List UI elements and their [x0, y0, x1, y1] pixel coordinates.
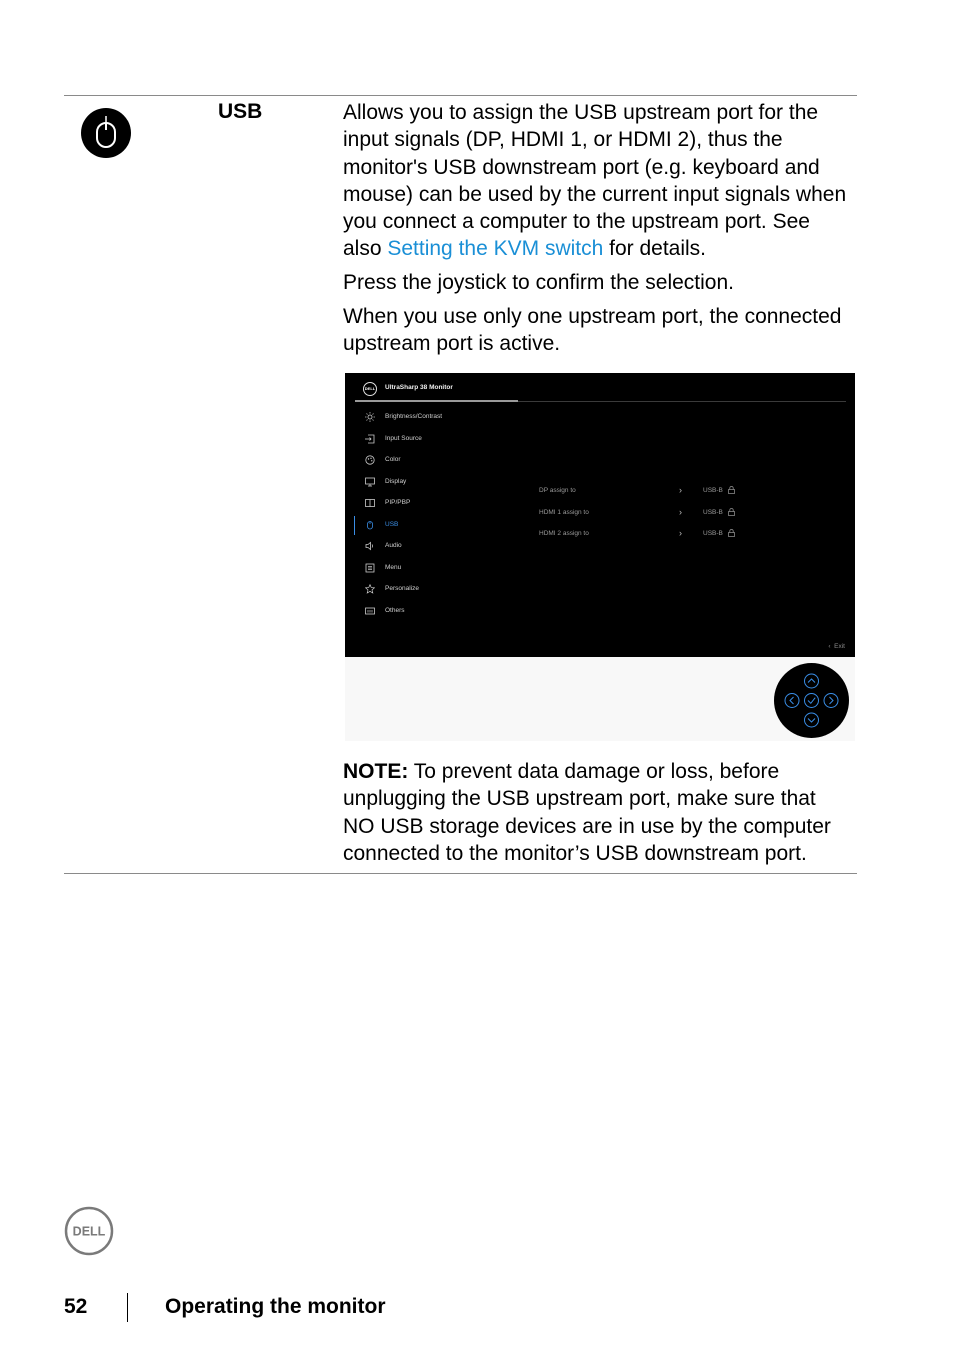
osd-exit-label: Exit: [834, 643, 845, 650]
osd-row-value: USB-B: [703, 487, 723, 494]
osd-exit[interactable]: [828, 643, 845, 650]
page-number: 52: [64, 1295, 88, 1318]
osd-menu-item-others[interactable]: [345, 601, 525, 623]
table-bottom-rule: [64, 873, 857, 874]
speaker-icon: [365, 541, 375, 551]
osd-menu-label: Personalize: [385, 585, 419, 592]
footer-title: Operating the monitor: [165, 1295, 386, 1318]
osd-menu-item-input-source[interactable]: [345, 429, 525, 451]
osd-menu-item-display[interactable]: [345, 472, 525, 494]
osd-menu-label: Brightness/Contrast: [385, 413, 443, 420]
osd-menu-item-menu[interactable]: [345, 558, 525, 580]
section-title: USB: [218, 100, 263, 123]
table-top-rule: [64, 95, 857, 96]
single-port-text: When you use only one upstream port, the connected upstream port is active.: [343, 305, 842, 356]
osd-menu-item-personalize[interactable]: [345, 579, 525, 601]
color-icon: [365, 455, 375, 465]
osd-menu-label: Others: [385, 606, 405, 614]
chevron-right-icon: ›: [679, 485, 682, 495]
dell-logo: [64, 1206, 114, 1256]
osd-row-label: HDMI 1 assign to: [539, 508, 589, 516]
input-source-icon: [365, 434, 375, 444]
chevron-left-icon: ‹: [828, 643, 831, 650]
brightness-icon: [365, 412, 375, 422]
others-icon: [365, 606, 375, 616]
mouse-icon: [81, 108, 131, 158]
osd-row-label: HDMI 2 assign to: [539, 530, 589, 537]
star-icon: [365, 584, 375, 594]
lock-icon: [728, 529, 735, 537]
osd-divider: [518, 401, 846, 402]
osd-row-dp[interactable]: [539, 481, 839, 503]
osd-title-underline: [355, 400, 518, 402]
osd-dell-logo: DELL: [363, 382, 377, 396]
osd-row-hdmi1[interactable]: [539, 503, 839, 525]
lock-icon: [728, 486, 735, 494]
osd-menu-label: USB: [385, 520, 399, 528]
osd-menu-label: PIP/PBP: [385, 499, 411, 506]
osd-row-label: DP assign to: [539, 487, 576, 494]
osd-menu-label: Audio: [385, 542, 402, 549]
note-text: To prevent data damage or loss, before unplugging the USB upstream port, make sure that NO USB storage devices are in use by the computer connected to the monitor’s USB downstream port.: [343, 760, 831, 865]
mouse-icon: [365, 520, 375, 530]
osd-menu-item-audio[interactable]: [345, 536, 525, 558]
joystick-icon: [774, 663, 849, 738]
pip-pbp-icon: [365, 498, 375, 508]
kvm-switch-link[interactable]: Setting the KVM switch: [387, 237, 604, 261]
osd-menu-item-color[interactable]: [345, 450, 525, 472]
usb-description: Allows you to assign the USB upstream port for the input signals (DP, HDMI 1, or HDMI 2), thus the monitor's USB downstream port (e.g. keyboard and mouse) can be used by the current input signals when you connect a computer to the upstream port. See also Setting the KVM switch for details.: [343, 101, 847, 261]
osd-row-hdmi2[interactable]: [539, 524, 839, 546]
osd-menu: [345, 407, 525, 622]
display-icon: [365, 477, 375, 487]
note-paragraph: [343, 758, 853, 867]
osd-row-value: USB-B: [703, 508, 723, 516]
osd-screenshot: [345, 373, 855, 657]
lock-icon: [728, 508, 735, 516]
confirm-text: Press the joystick to confirm the selection.: [343, 271, 734, 294]
footer-divider: [127, 1293, 128, 1322]
osd-title: UltraSharp 38 Monitor: [385, 384, 453, 391]
osd-menu-item-pip-pbp[interactable]: [345, 493, 525, 515]
osd-menu-item-usb[interactable]: [345, 515, 525, 537]
osd-menu-item-brightness[interactable]: [345, 407, 525, 429]
osd-row-value: USB-B: [703, 530, 723, 537]
svg-text:DELL: DELL: [72, 1224, 106, 1239]
osd-menu-label: Input Source: [385, 434, 422, 442]
osd-usb-options: [539, 481, 839, 546]
note-label: NOTE:: [343, 760, 409, 783]
osd-menu-label: Color: [385, 456, 401, 463]
chevron-right-icon: ›: [679, 528, 682, 538]
osd-menu-label: Menu: [385, 563, 402, 571]
menu-icon: [365, 563, 375, 573]
chevron-right-icon: ›: [679, 506, 682, 517]
osd-menu-label: Display: [385, 477, 407, 485]
